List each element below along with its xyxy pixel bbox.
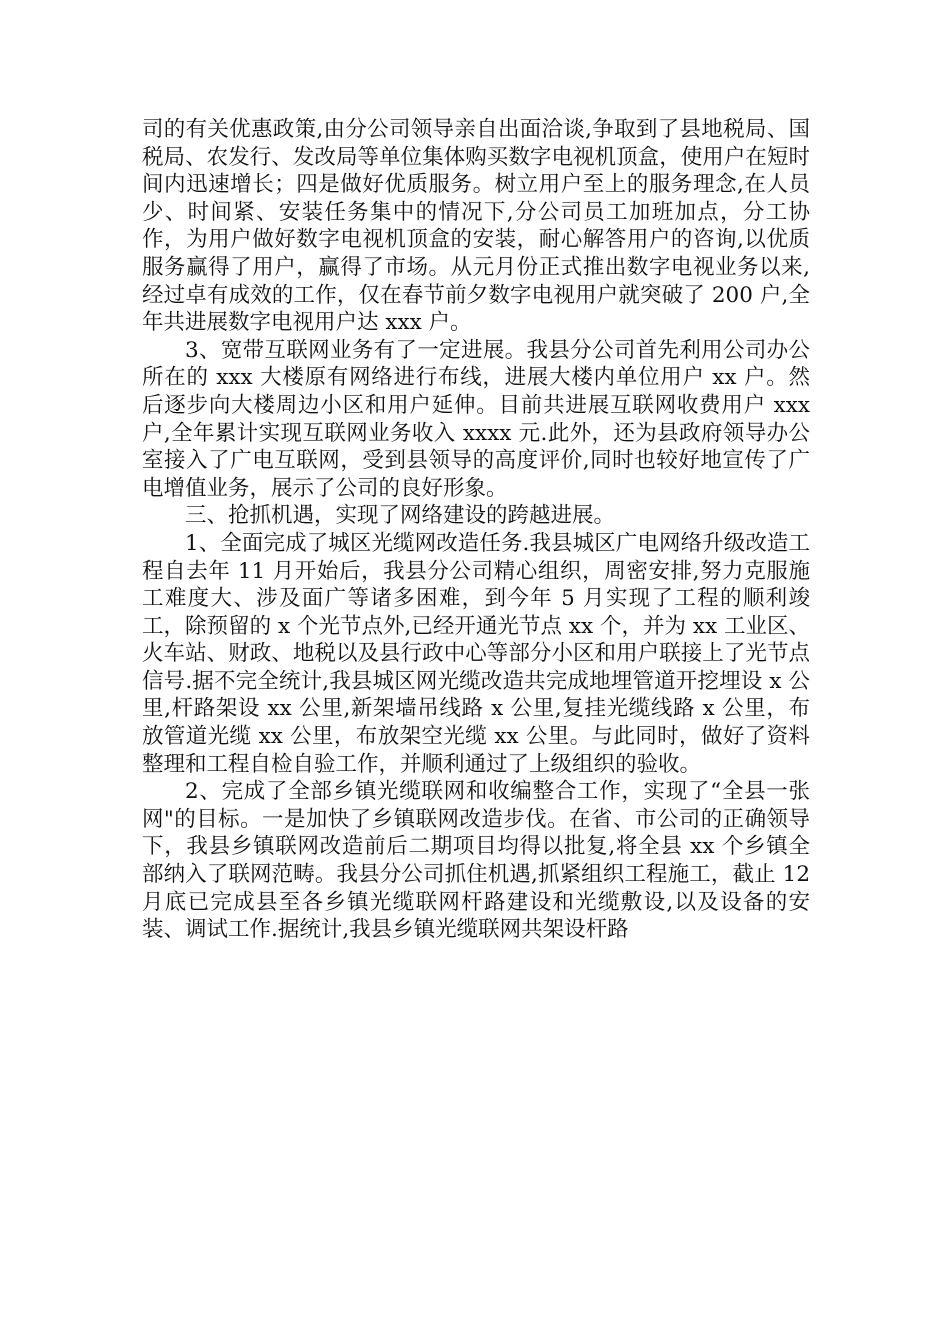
section-heading: 三、抢抓机遇，实现了网络建设的跨越进展。 [185,503,616,529]
document-body [142,116,810,944]
paragraph-3: 1、全面完成了城区光缆网改造任务.我县城区广电网络升级改造工程自去年 11 月开始后，我县分公司精心组织，周密安排,努力克服施工难度大、涉及面广等诸多困难，到今年 5 月实现了工程的顺利竣工，除预留的 x 个光节点外,已经开通光节点 xx 个，并为 xx 工业区、火车站、财政、地税以及县行政中心等部分小区和用户联接上了光节点信号.据不完全统计,我县城区网光缆改造共完成地埋管道开挖埋设 x 公里,杆路架设 xx 公里,新架墙吊线路 x 公里,复挂光缆线路 x 公里，布放管道光缆 xx 公里，布放架空光缆 xx 公里。与此同时，做好了资料整理和工程自检自验工作，并顺利通过了上级组织的验收。 [142,530,810,777]
paragraph-2: 3、宽带互联网业务有了一定进展。我县分公司首先利用公司办公所在的 xxx 大楼原有网络进行布线，进展大楼内单位用户 xx 户。然后逐步向大楼周边小区和用户延伸。目前共进展互联网收费用户 xxx 户,全年累计实现互联网业务收入 xxxx 元.此外，还为县政府领导办公室接入了广电互联网，受到县领导的高度评价,同时也较好地宣传了广电增值业务，展示了公司的良好形象。 [142,337,810,501]
paragraph-1: 司的有关优惠政策,由分公司领导亲自出面洽谈,争取到了县地税局、国税局、农发行、发改局等单位集体购买数字电视机顶盒，使用户在短时间内迅速增长；四是做好优质服务。树立用户至上的服务理念,在人员少、时间紧、安装任务集中的情况下,分公司员工加班加点，分工协作，为用户做好数字电视机顶盒的安装，耐心解答用户的咨询,以优质服务赢得了用户，赢得了市场。从元月份正式推出数字电视业务以来,经过卓有成效的工作，仅在春节前夕数字电视用户就突破了 200 户,全年共进展数字电视用户达 xxx 户。 [142,117,810,336]
paragraph-4: 2、完成了全部乡镇光缆联网和收编整合工作，实现了“全县一张网"的目标。一是加快了乡镇联网改造步伐。在省、市公司的正确领导下，我县乡镇联网改造前后二期项目均得以批复,将全县 xx 个乡镇全部纳入了联网范畴。我县分公司抓住机遇,抓紧组织工程施工，截止 12 月底已完成县至各乡镇光缆联网杆路建设和光缆敷设,以及设备的安装、调试工作.据统计,我县乡镇光缆联网共架设杆路 [142,779,810,943]
